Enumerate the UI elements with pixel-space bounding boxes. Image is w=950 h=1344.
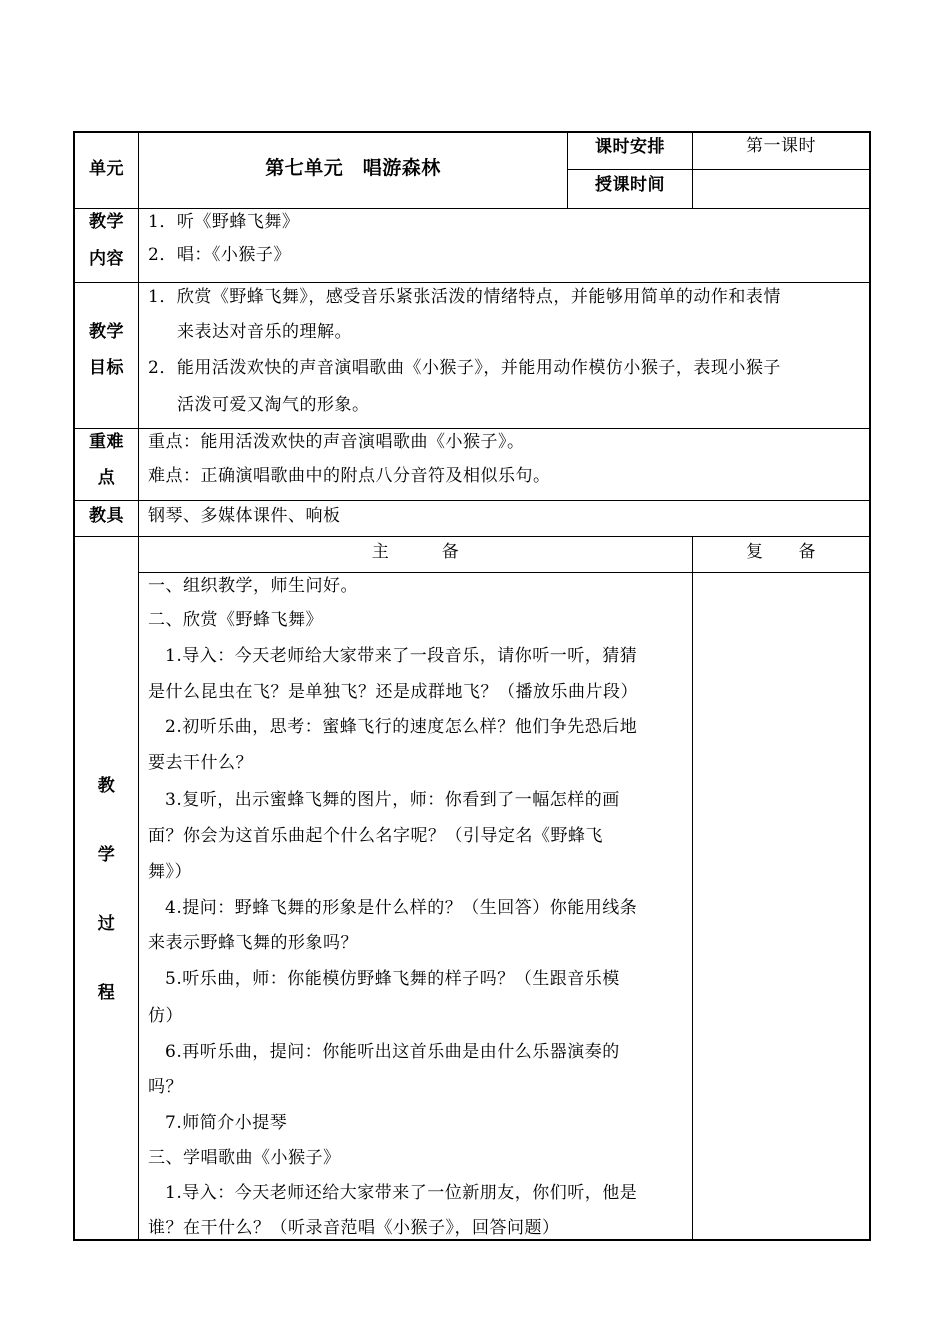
header-mid-rule [567,169,871,170]
keypoints-line: 难点：正确演唱歌曲中的附点八分音符及相似乐句。 [148,466,551,486]
goals-line: 来表达对音乐的理解。 [177,322,352,342]
process-line: 5.听乐曲，师：你能模仿野蜂飞舞的样子吗？（生跟音乐模 [165,969,620,989]
process-line: 是什么昆虫在飞？是单独飞？还是成群地飞？（播放乐曲片段） [148,682,638,702]
schedule-label: 课时安排 [595,137,665,157]
table-border-right [869,131,871,1241]
review-column-header: 复 备 [746,542,816,562]
process-line: 舞》） [148,862,192,882]
table-border-top [73,131,871,133]
row-rule-4 [73,500,871,501]
process-label-char: 程 [97,983,116,1003]
goals-line: 活泼可爱又淘气的形象。 [177,395,370,415]
process-column-divider [692,537,693,1241]
process-line: 三、学唱歌曲《小猴子》 [148,1148,341,1168]
process-line: 一、组织教学，师生问好。 [148,576,358,596]
content-line: 2．唱：《小猴子》 [148,245,291,265]
schedule-value: 第一课时 [746,136,816,156]
process-line: 1.导入：今天老师给大家带来了一段音乐，请你听一听，猜猜 [165,646,638,666]
process-line: 3.复听，出示蜜蜂飞舞的图片，师：你看到了一幅怎样的画 [165,790,620,810]
process-line: 谁？在干什么？（听录音范唱《小猴子》，回答问题） [148,1218,560,1238]
unit-label: 单元 [89,159,124,179]
process-label-char: 教 [97,776,116,796]
process-line: 7.师简介小提琴 [165,1113,288,1133]
process-line: 二、欣赏《野蜂飞舞》 [148,610,323,630]
process-line: 来表示野蜂飞舞的形象吗？ [148,933,358,953]
time-label: 授课时间 [595,175,665,195]
goals-label-line-2: 目标 [89,358,124,378]
row-rule-3 [73,428,871,429]
tools-label: 教具 [89,506,124,526]
goals-line: 2．能用活泼欢快的声音演唱歌曲《小猴子》，并能用动作模仿小猴子，表现小猴子 [148,358,781,378]
process-line: 4.提问：野蜂飞舞的形象是什么样的？（生回答）你能用线条 [165,898,638,918]
process-line: 1.导入：今天老师还给大家带来了一位新朋友，你们听，他是 [165,1183,638,1203]
content-label-line-1: 教学 [89,212,124,232]
unit-title: 第七单元 唱游森林 [265,157,441,179]
process-header-rule [138,572,871,573]
label-column-divider [138,131,139,1241]
process-line: 6.再听乐曲，提问：你能听出这首乐曲是由什么乐器演奏的 [165,1042,620,1062]
process-line: 面？你会为这首乐曲起个什么名字呢？（引导定名《野蜂飞 [148,826,603,846]
row-rule-2 [73,282,871,283]
content-label-line-2: 内容 [89,249,124,269]
content-line: 1．听《野蜂飞舞》 [148,212,300,232]
process-line: 吗？ [148,1077,183,1097]
row-rule-5 [73,536,871,537]
keypoints-label-line-2: 点 [97,468,116,488]
process-line: 要去干什么？ [148,753,253,773]
process-label-char: 学 [97,845,116,865]
tools-text: 钢琴、多媒体课件、响板 [148,506,341,526]
process-label-char: 过 [97,914,116,934]
main-column-header: 主 备 [371,542,460,562]
keypoints-label-line-1: 重难 [89,432,124,452]
goals-line: 1．欣赏《野蜂飞舞》，感受音乐紧张活泼的情绪特点，并能够用简单的动作和表情 [148,287,781,307]
row-rule-1 [73,208,871,209]
process-line: 仿） [148,1006,183,1026]
table-border-left [73,131,75,1241]
table-border-bottom [73,1239,871,1241]
process-line: 2.初听乐曲，思考：蜜蜂飞行的速度怎么样？他们争先恐后地 [165,717,638,737]
keypoints-line: 重点：能用活泼欢快的声音演唱歌曲《小猴子》。 [148,432,525,452]
goals-label-line-1: 教学 [89,322,124,342]
